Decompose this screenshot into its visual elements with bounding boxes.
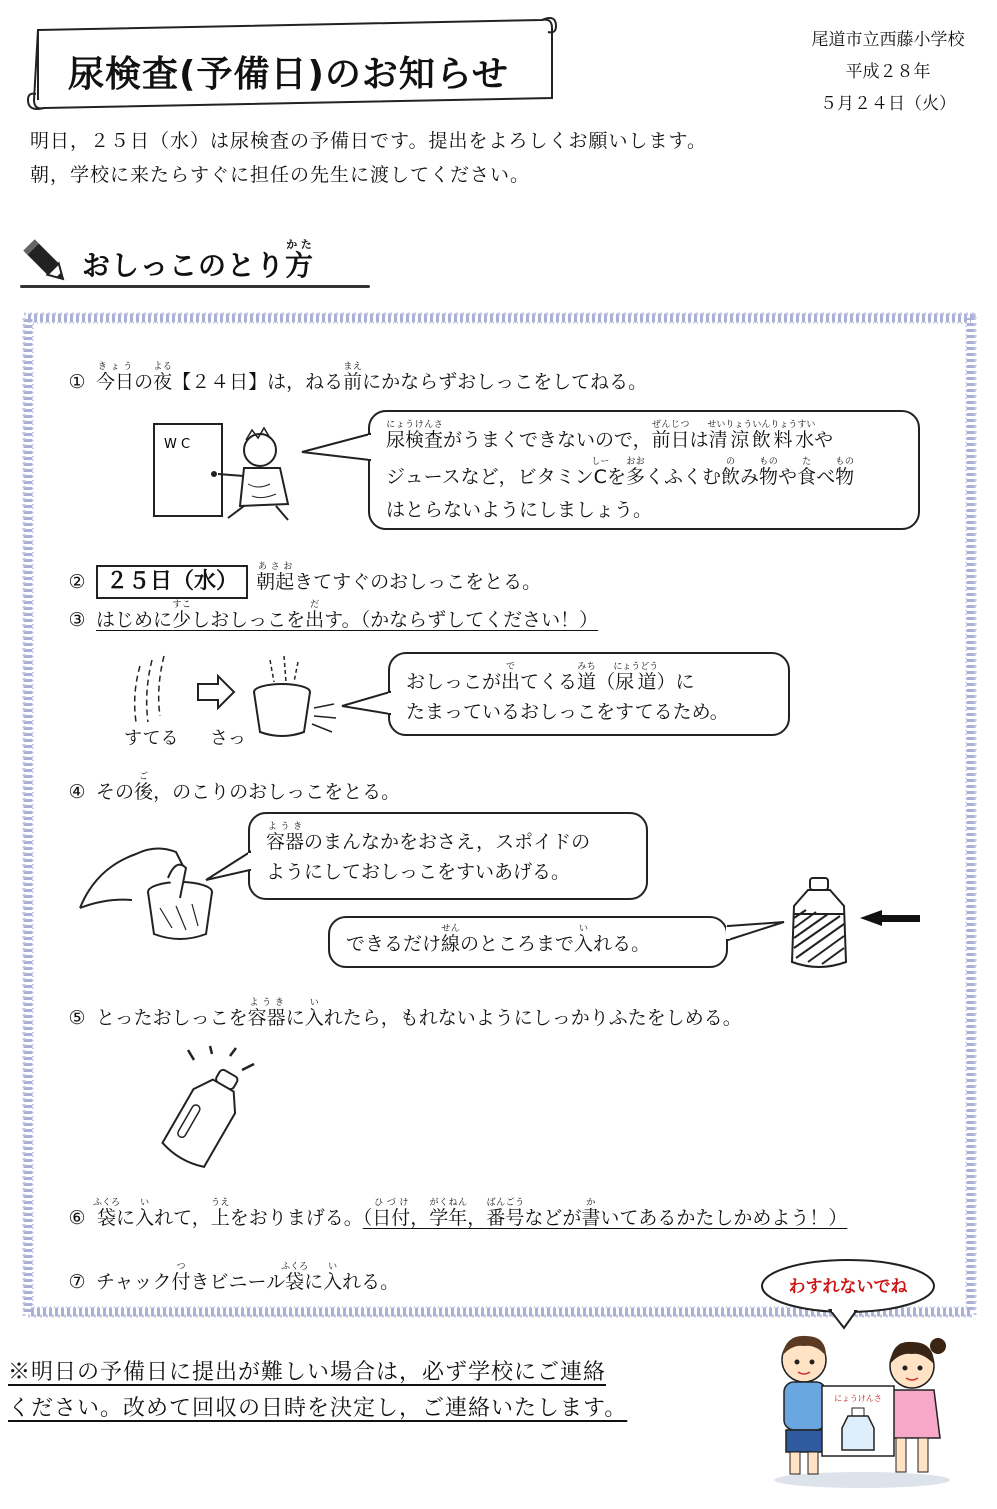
note-line-2: ください。改めて回収の日時を決定し，ご連絡いたします。 bbox=[8, 1396, 628, 1421]
step-3: ③ はじめに少すこしおしっこを出だす。（かならずしてください！） bbox=[68, 600, 599, 631]
intro-text bbox=[30, 124, 707, 192]
bubble-4a: 容器ようきのまんなかをおさえ，スポイドの ようにしておしっこをすいあげる。 bbox=[248, 812, 648, 900]
step-6: ⑥ 袋ふくろに入いれて，上うえをおりまげる。（日付ひづけ，学年がくねん，番号ばんごうなどが書かいてあるかたしかめよう！） bbox=[68, 1198, 848, 1229]
specimen-bottle-line-illustration bbox=[786, 874, 926, 974]
pencil-icon bbox=[20, 232, 72, 288]
bottom-note bbox=[8, 1355, 627, 1427]
bubble-4a-tail bbox=[204, 850, 254, 890]
bubble-1: 尿検査にょうけんさがうまくできないので，前日ぜんじつは清涼飲料水せいりょういんりょうすいや ジュースなど，ビタミンCしーを多おおくふくむ飲のみ物ものや食たべ物もの はとらないようにしましょう。 bbox=[368, 410, 920, 530]
school-name: 尾道市立西藤小学校 bbox=[811, 30, 965, 50]
bubble-3: おしっこが出でてくる道みち（尿道にょうどう）に たまっているおしっこをすてるため。 bbox=[388, 652, 790, 736]
bubble-3-tail bbox=[340, 690, 400, 720]
bubble-4b: できるだけ線せんのところまで入いれる。 bbox=[328, 916, 728, 968]
section-heading bbox=[20, 230, 380, 294]
step-5: ⑤ とったおしっこを容器ようきに入いれたら，もれないようにしっかりふたをしめる。 bbox=[68, 998, 742, 1029]
step-7: ⑦ チャック付つきビニール袋ふくろに入いれる。 bbox=[68, 1262, 400, 1293]
note-line-1: ※明日の予備日に提出が難しい場合は，必ず学校にご連絡 bbox=[8, 1360, 607, 1385]
toilet-boy-illustration bbox=[148, 418, 308, 528]
step-1: ① 今日きょうの夜よる【２４日】は，ねる前まえにかならずおしっこをしてねる。 bbox=[68, 362, 648, 393]
step-4: ④ その後ご，のこりのおしっこをとる。 bbox=[68, 772, 401, 803]
section-underline bbox=[20, 285, 370, 288]
bubble-4b-tail bbox=[724, 920, 788, 950]
reminder-text: わすれないでね bbox=[788, 1277, 908, 1297]
svg-text:W C: W C bbox=[164, 437, 191, 452]
bubble-1-tail bbox=[300, 430, 380, 470]
issue-year: 平成２８年 bbox=[845, 62, 931, 82]
issue-date: ５月２４日（火） bbox=[820, 94, 956, 114]
sign-text: にょうけんさ bbox=[834, 1394, 882, 1403]
reminder-bubble bbox=[760, 1258, 936, 1330]
closed-bottle-illustration bbox=[158, 1046, 268, 1176]
children-holding-sign-illustration bbox=[762, 1330, 962, 1490]
date-box: ２５日（水） bbox=[96, 565, 248, 599]
section-title: おしっこのとり方かた bbox=[82, 238, 315, 282]
page-title: 尿検査(予備日)のお知らせ bbox=[68, 54, 509, 95]
intro-line-2: 朝，学校に来たらすぐに担任の先生に渡してください。 bbox=[30, 164, 531, 186]
step-2: ② ２５日（水） 朝起あさおきてすぐのおしっこをとる。 bbox=[64, 562, 541, 599]
intro-line-1: 明日，２５日（水）は尿検査の予備日です。提出をよろしくお願いします。 bbox=[30, 130, 707, 152]
throw-label: すてる bbox=[124, 728, 179, 749]
sound-label: さっ bbox=[210, 728, 246, 749]
school-info bbox=[793, 24, 983, 120]
